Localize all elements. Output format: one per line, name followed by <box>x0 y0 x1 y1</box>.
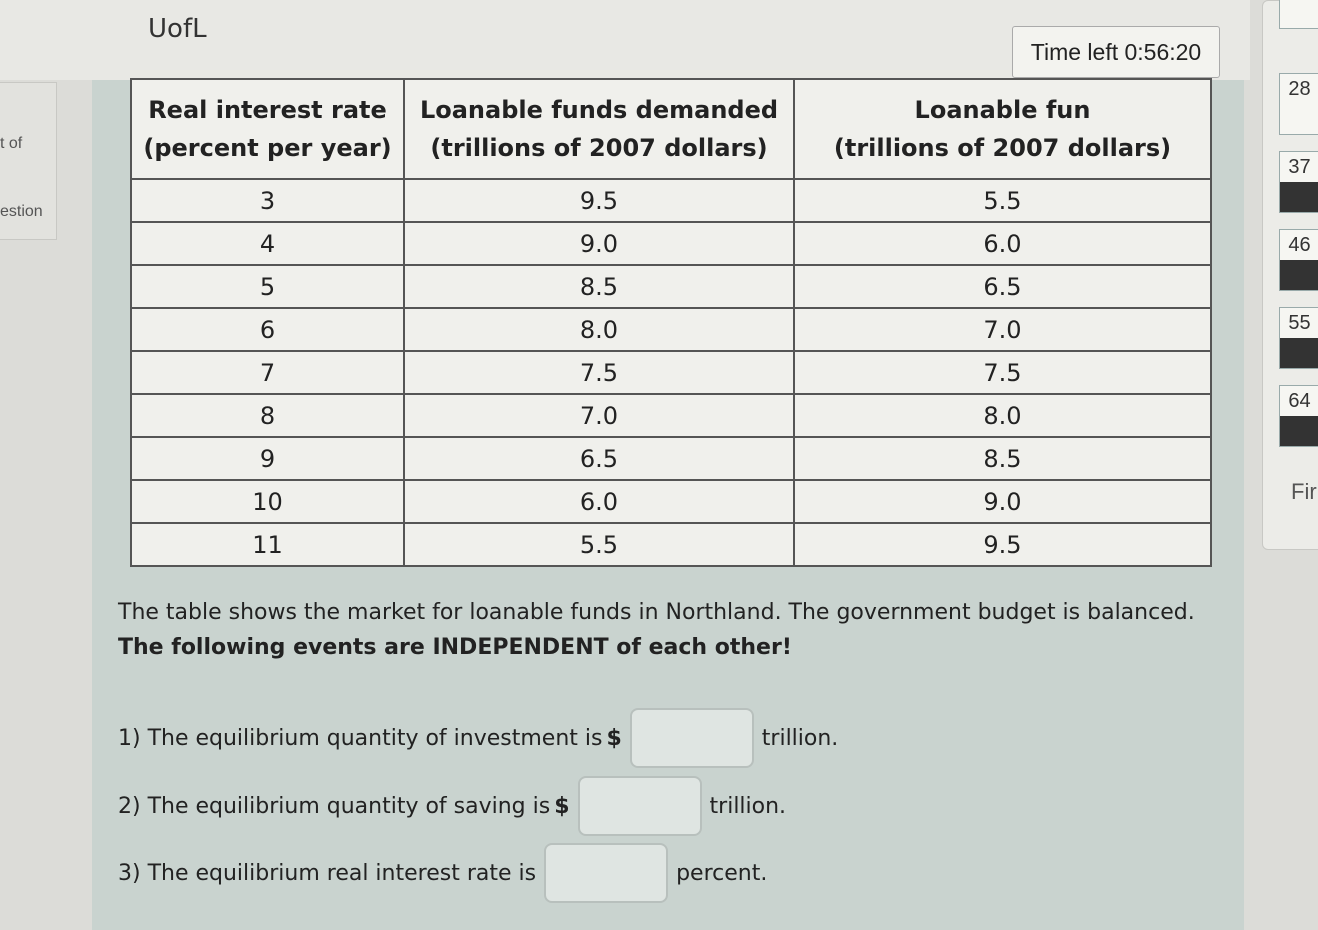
nav-question-46[interactable]: 46 <box>1279 229 1318 291</box>
table-row <box>131 179 1211 222</box>
answered-indicator <box>1280 182 1318 212</box>
table-row <box>131 437 1211 480</box>
table-row <box>131 222 1211 265</box>
cell-supplied: 7.5 <box>794 351 1211 394</box>
finish-link[interactable]: Fir <box>1291 479 1317 504</box>
cell-rate: 7 <box>131 351 404 394</box>
cell-rate: 3 <box>131 179 404 222</box>
left-panel-text[interactable]: estion <box>0 203 43 220</box>
unit-label: percent. <box>676 860 768 886</box>
cell-supplied: 7.0 <box>794 308 1211 351</box>
cell-demanded: 8.5 <box>404 265 794 308</box>
nav-question-64[interactable]: 64 <box>1279 385 1318 447</box>
header-real-interest-rate: Real interest rate (percent per year) <box>131 79 404 179</box>
question-label: 2) The equilibrium quantity of saving is <box>118 793 551 819</box>
answered-indicator <box>1280 260 1318 290</box>
nav-question-28[interactable]: 28 <box>1279 73 1318 135</box>
cell-demanded: 8.0 <box>404 308 794 351</box>
table-row <box>131 308 1211 351</box>
answered-indicator <box>1280 416 1318 446</box>
table-row <box>131 351 1211 394</box>
answer-input-saving[interactable] <box>578 776 702 836</box>
question-3 <box>118 843 767 903</box>
cell-rate: 4 <box>131 222 404 265</box>
answer-input-investment[interactable] <box>630 708 754 768</box>
question-2 <box>118 776 786 836</box>
table-row <box>131 265 1211 308</box>
currency-symbol: $ <box>554 793 570 819</box>
cell-supplied: 9.5 <box>794 523 1211 566</box>
description-emphasis: The following events are INDEPENDENT of each other! <box>118 635 792 660</box>
left-panel <box>0 82 57 240</box>
cell-supplied: 8.0 <box>794 394 1211 437</box>
cell-supplied: 5.5 <box>794 179 1211 222</box>
cell-demanded: 7.0 <box>404 394 794 437</box>
cell-demanded: 6.5 <box>404 437 794 480</box>
description-line: The table shows the market for loanable funds in Northland. The government budget is balanced. <box>118 600 1195 625</box>
cell-demanded: 9.0 <box>404 222 794 265</box>
question-label: 3) The equilibrium real interest rate is <box>118 860 537 886</box>
cell-rate: 8 <box>131 394 404 437</box>
question-label: 1) The equilibrium quantity of investment is <box>118 725 603 751</box>
table-header-row <box>131 79 1211 179</box>
table-row <box>131 394 1211 437</box>
question-description <box>118 600 1195 660</box>
cell-rate: 9 <box>131 437 404 480</box>
cell-demanded: 5.5 <box>404 523 794 566</box>
cell-supplied: 6.0 <box>794 222 1211 265</box>
question-1 <box>118 708 838 768</box>
answered-indicator <box>1280 338 1318 368</box>
unit-label: trillion. <box>709 793 787 819</box>
cell-rate: 6 <box>131 308 404 351</box>
left-panel-text: t of <box>0 135 23 152</box>
nav-question-55[interactable]: 55 <box>1279 307 1318 369</box>
cell-supplied: 8.5 <box>794 437 1211 480</box>
cell-demanded: 9.5 <box>404 179 794 222</box>
brand-logo[interactable]: UofL <box>148 14 207 44</box>
cell-demanded: 6.0 <box>404 480 794 523</box>
question-navigator <box>1262 0 1318 550</box>
header-funds-supplied: Loanable fun (trillions of 2007 dollars) <box>794 79 1211 179</box>
cell-supplied: 9.0 <box>794 480 1211 523</box>
nav-question-37[interactable]: 37 <box>1279 151 1318 213</box>
cell-rate: 11 <box>131 523 404 566</box>
table-row <box>131 523 1211 566</box>
unit-label: trillion. <box>761 725 839 751</box>
cell-supplied: 6.5 <box>794 265 1211 308</box>
table-row <box>131 480 1211 523</box>
cell-rate: 10 <box>131 480 404 523</box>
time-left: Time left 0:56:20 <box>1012 26 1220 78</box>
cell-rate: 5 <box>131 265 404 308</box>
nav-question-19[interactable] <box>1279 0 1318 29</box>
currency-symbol: $ <box>606 725 622 751</box>
loanable-funds-table <box>130 78 1212 567</box>
header-funds-demanded: Loanable funds demanded (trillions of 2007 dollars) <box>404 79 794 179</box>
cell-demanded: 7.5 <box>404 351 794 394</box>
answer-input-interest-rate[interactable] <box>544 843 668 903</box>
